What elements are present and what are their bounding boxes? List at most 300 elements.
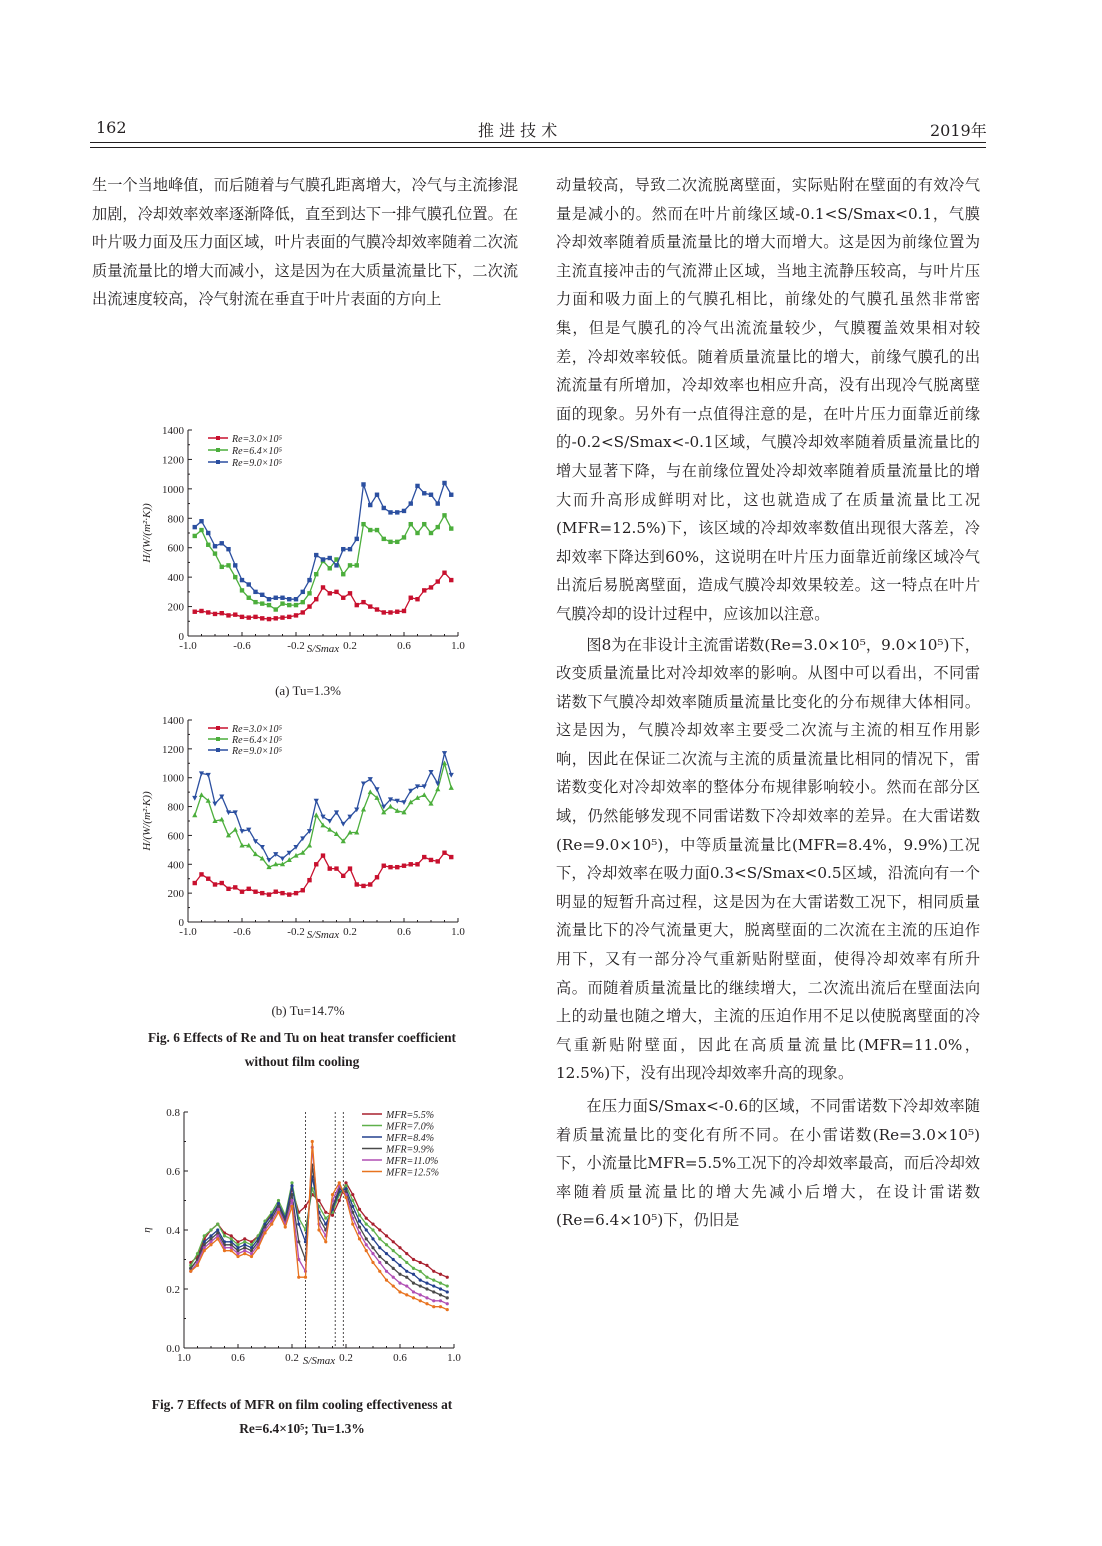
data-point — [412, 1290, 415, 1293]
data-point — [355, 882, 359, 886]
data-point — [297, 1276, 300, 1279]
data-point — [324, 1240, 327, 1243]
data-point — [321, 585, 325, 589]
data-point — [321, 557, 325, 561]
y-tick-label: 1200 — [162, 743, 184, 756]
data-point — [287, 597, 291, 601]
data-point — [233, 612, 237, 616]
data-point — [294, 891, 298, 895]
data-point — [385, 1234, 388, 1237]
data-point — [392, 1240, 395, 1243]
journal-title: 推 进 技 术 — [478, 121, 558, 140]
data-point — [216, 1223, 219, 1226]
y-tick-label: 600 — [167, 542, 184, 555]
data-point — [199, 872, 203, 876]
data-point — [247, 887, 251, 891]
legend-marker — [216, 460, 220, 464]
data-point — [358, 1214, 361, 1217]
right-paragraph-1: 动量较高，导致二次流脱离壁面，实际贴附在壁面的有效冷气量是减小的。然而在叶片前缘区域-0.1<S/Smax<0.1，气膜冷却效率随着质量流量比的增大而增大。这是因为前缘位置为主流直接冲击的气流滞止区域，当地主流静压较高，与叶片压力面和吸力面上的气膜孔相比，前缘处的气膜孔虽然非常密集，但是气膜孔的冷气出流流量较少，气膜覆盖效果相对较差，冷却效率较低。随着质量流量比的增大，前缘气膜孔的出流流量有所增加，冷却效率也相应升高，没有出现冷气脱离壁面的现象。另外有一点值得注意的是，在叶片压力面靠近前缘的-0.2<S/Smax<-0.1区域，气膜冷却效率随着质量流量比的增大显著下降，与在前缘位置处冷却效率随着质量流量比的增大而升高形成鲜明对比，这也就造成了在质量流量比工况(MFR=12.5%)下，该区域的冷却效率数值出现很大落差，冷却效率下降达到60%，这说明在叶片压力面靠近前缘区域冷气出流后易脱离壁面，造成气膜冷却效果较差。这一特点在叶片气膜冷却的设计过程中，应该加以注意。 — [556, 176, 980, 623]
data-point — [415, 531, 419, 535]
data-point — [355, 603, 359, 607]
y-tick-label: 200 — [167, 601, 184, 614]
data-point — [314, 862, 318, 866]
data-point — [243, 1243, 246, 1246]
right-paragraph-2: 图8为在非设计主流雷诺数(Re=3.0×10⁵，9.0×10⁵)下，改变质量流量比对冷却效率的影响。从图中可以看出，不同雷诺数下气膜冷却效率随质量流量比变化的分布规律大体相同。这是因为，气膜冷却效率主要受二次流与主流的相互作用影响，因此在保证二次流与主流的质量流量比相同的情况下，雷诺数变化对冷却效率的整体分布规律影响较小。然而在部分区域，仍然能够发现不同雷诺数下冷却效率的差异。在大雷诺数(Re=9.0×10⁵)，中等质量流量比(MFR=8.4%，9.9%)工况下，冷却效率在吸力面0.3<S/Smax<0.5区域，沿流向有一个明显的短暂升高过程，这是因为在大雷诺数工况下，相同质量流量比下的冷气流量更大，脱离壁面的二次流在主流的压迫作用下，又有一部分冷气重新贴附壁面，使得冷却效率有所升高。而随着质量流量比的继续增大，二次流出流后在壁面法向上的动量也随之增大，主流的压迫作用不足以使脱离壁面的冷气重新贴附壁面，因此在高质量流量比(MFR=11.0%，12.5%)下，没有出现冷却效率升高的现象。 — [556, 635, 980, 1083]
data-point — [388, 510, 392, 514]
data-point — [274, 607, 278, 611]
data-point — [436, 579, 440, 583]
x-tick-label: 0.2 — [339, 1352, 353, 1364]
data-point — [192, 812, 197, 817]
legend-label: MFR=8.4% — [386, 1133, 435, 1144]
header-rule — [90, 142, 986, 143]
data-point — [368, 528, 372, 532]
y-tick-label: 1000 — [162, 772, 184, 785]
data-point — [402, 535, 406, 539]
data-point — [388, 804, 393, 809]
data-point — [247, 615, 251, 619]
data-point — [385, 1252, 388, 1255]
data-point — [206, 543, 210, 547]
data-point — [294, 597, 298, 601]
data-point — [358, 1237, 361, 1240]
data-point — [422, 491, 426, 495]
data-point — [449, 773, 454, 778]
data-point — [436, 525, 440, 529]
data-point — [341, 874, 345, 878]
data-point — [449, 526, 453, 530]
data-point — [216, 1237, 219, 1240]
data-point — [429, 858, 433, 862]
data-point — [422, 855, 426, 859]
data-point — [226, 547, 230, 551]
data-point — [199, 792, 204, 797]
data-point — [385, 1261, 388, 1264]
data-point — [314, 597, 318, 601]
data-point — [344, 1196, 347, 1199]
legend-label: Re=9.0×10⁵ — [232, 746, 283, 757]
y-tick-label: 0 — [178, 631, 184, 643]
data-point — [280, 615, 284, 619]
data-point — [328, 591, 332, 595]
data-point — [297, 1223, 300, 1226]
data-point — [213, 551, 217, 555]
data-point — [378, 1255, 381, 1258]
x-tick-label: 0.6 — [231, 1352, 245, 1364]
data-point — [449, 578, 453, 582]
data-point — [385, 1270, 388, 1273]
series-line — [195, 753, 452, 860]
data-point — [327, 819, 332, 824]
data-point — [260, 891, 264, 895]
data-point — [294, 613, 298, 617]
data-point — [398, 1264, 401, 1267]
data-point — [321, 853, 325, 857]
data-point — [412, 1273, 415, 1276]
data-point — [290, 1193, 293, 1196]
data-point — [402, 509, 406, 513]
legend-label: MFR=12.5% — [386, 1167, 440, 1179]
fig6-caption — [92, 1026, 512, 1074]
data-point — [203, 1240, 206, 1243]
data-point — [358, 1208, 361, 1211]
data-point — [388, 540, 392, 544]
data-point — [436, 859, 440, 863]
data-point — [290, 1205, 293, 1208]
x-axis-label: S/Smax — [306, 643, 340, 655]
legend-label: MFR=9.9% — [386, 1144, 435, 1156]
data-point — [422, 792, 427, 797]
x-tick-label: 0.2 — [343, 926, 357, 938]
data-point — [439, 1287, 442, 1290]
data-point — [371, 1252, 374, 1255]
data-point — [368, 789, 373, 794]
legend-label: Re=3.0×10⁵ — [232, 434, 283, 445]
x-tick-label: -1.0 — [179, 926, 197, 938]
data-point — [240, 578, 244, 582]
data-point — [243, 1240, 246, 1243]
data-point — [361, 600, 365, 604]
data-point — [297, 1240, 300, 1243]
data-point — [439, 1293, 442, 1296]
data-point — [358, 1220, 361, 1223]
data-point — [317, 1228, 320, 1231]
data-point — [216, 1231, 219, 1234]
data-point — [206, 773, 211, 778]
data-point — [442, 481, 446, 485]
data-point — [442, 513, 446, 517]
data-point — [270, 1223, 273, 1226]
data-point — [419, 1293, 422, 1296]
data-point — [442, 571, 446, 575]
data-point — [361, 522, 365, 526]
y-tick-label: 0 — [178, 917, 184, 929]
data-point — [355, 563, 359, 567]
legend-marker — [216, 448, 220, 452]
data-point — [395, 808, 400, 813]
data-point — [432, 1299, 435, 1302]
data-point — [412, 1258, 415, 1261]
data-point — [220, 611, 224, 615]
data-point — [419, 1279, 422, 1282]
fig6b-chart — [138, 710, 478, 988]
data-point — [415, 484, 419, 488]
data-point — [294, 603, 298, 607]
data-point — [446, 1296, 449, 1299]
data-point — [368, 503, 372, 507]
data-point — [206, 610, 210, 614]
legend-marker — [216, 748, 220, 752]
fig7-caption-line1: Fig. 7 Effects of MFR on film cooling effectiveness at — [151, 1397, 453, 1412]
data-point — [220, 565, 224, 569]
data-point — [220, 881, 224, 885]
data-point — [341, 547, 345, 551]
x-tick-label: -0.6 — [233, 926, 251, 938]
x-tick-label: 0.2 — [285, 1352, 299, 1364]
data-point — [412, 1282, 415, 1285]
fig7-caption — [92, 1393, 512, 1441]
data-point — [236, 1240, 239, 1243]
data-point — [365, 1223, 368, 1226]
data-point — [290, 1199, 293, 1202]
data-point — [314, 553, 318, 557]
data-point — [371, 1246, 374, 1249]
data-point — [385, 1279, 388, 1282]
data-point — [361, 781, 366, 786]
x-tick-label: 1.0 — [451, 640, 465, 652]
fig6b-subcaption: (b) Tu=14.7% — [271, 1003, 345, 1018]
data-point — [301, 590, 305, 594]
data-point — [358, 1225, 361, 1228]
left-paragraph: 生一个当地峰值，而后随着与气膜孔距离增大，冷气与主流掺混加剧，冷却效率效率逐渐降低，直至到达下一排气膜孔位置。在叶片吸力面及压力面区域，叶片表面的气膜冷却效率随着二次流质量流量比的增大而减小，这是因为在大质量流量比下，二次流出流速度较高，冷气射流在垂直于叶片表面的方向上 — [92, 176, 518, 309]
x-tick-label: 0.2 — [343, 640, 357, 652]
data-point — [230, 1249, 233, 1252]
data-point — [301, 600, 305, 604]
data-point — [419, 1261, 422, 1264]
legend-label: MFR=7.0% — [386, 1121, 435, 1133]
x-tick-label: 1.0 — [447, 1352, 461, 1364]
data-point — [324, 1211, 327, 1214]
data-point — [355, 537, 359, 541]
data-point — [375, 493, 379, 497]
data-point — [439, 1273, 442, 1276]
data-point — [314, 812, 319, 817]
data-point — [230, 1243, 233, 1246]
data-point — [409, 596, 413, 600]
data-point — [401, 800, 406, 805]
data-point — [239, 829, 244, 834]
data-point — [209, 1240, 212, 1243]
y-tick-label: 0.0 — [166, 1343, 180, 1355]
y-tick-label: 800 — [167, 513, 184, 526]
data-point — [419, 1284, 422, 1287]
data-point — [267, 597, 271, 601]
data-point — [449, 855, 453, 859]
data-point — [307, 878, 311, 882]
data-point — [371, 1223, 374, 1226]
data-point — [371, 1261, 374, 1264]
data-point — [257, 1246, 260, 1249]
data-point — [199, 519, 203, 523]
data-point — [280, 857, 285, 862]
data-point — [314, 799, 319, 804]
data-point — [260, 593, 264, 597]
data-point — [378, 1228, 381, 1231]
data-point — [358, 1231, 361, 1234]
page-number: 162 — [96, 118, 127, 137]
data-point — [429, 531, 433, 535]
data-point — [209, 1243, 212, 1246]
data-point — [439, 1282, 442, 1285]
data-point — [193, 534, 197, 538]
data-point — [409, 862, 413, 866]
data-point — [449, 785, 454, 790]
data-point — [206, 531, 210, 535]
data-point — [392, 1249, 395, 1252]
data-point — [213, 882, 217, 886]
data-point — [219, 817, 224, 822]
data-point — [196, 1252, 199, 1255]
data-point — [425, 1264, 428, 1267]
header-rule-thin — [90, 147, 986, 148]
data-point — [267, 892, 271, 896]
y-tick-label: 0.4 — [166, 1225, 180, 1237]
data-point — [388, 610, 392, 614]
data-point — [267, 603, 271, 607]
fig6a-subcaption: (a) Tu=1.3% — [275, 683, 341, 698]
data-point — [203, 1243, 206, 1246]
data-point — [409, 522, 413, 526]
data-point — [334, 866, 338, 870]
data-point — [212, 802, 217, 807]
data-point — [280, 891, 284, 895]
data-point — [263, 1231, 266, 1234]
x-tick-label: -0.2 — [287, 640, 305, 652]
data-point — [409, 501, 413, 505]
y-tick-label: 0.6 — [166, 1166, 180, 1178]
data-point — [213, 612, 217, 616]
data-point — [331, 1193, 334, 1196]
data-point — [277, 1211, 280, 1214]
data-point — [209, 1234, 212, 1237]
data-point — [405, 1261, 408, 1264]
fig7-chart — [140, 1098, 480, 1394]
data-point — [311, 1140, 314, 1143]
data-point — [432, 1279, 435, 1282]
data-point — [446, 1302, 449, 1305]
y-tick-label: 0.8 — [166, 1107, 180, 1119]
data-point — [274, 596, 278, 600]
data-point — [338, 1181, 341, 1184]
data-point — [419, 1270, 422, 1273]
x-tick-label: 1.0 — [451, 926, 465, 938]
data-point — [233, 575, 237, 579]
data-point — [199, 528, 203, 532]
data-point — [220, 541, 224, 545]
legend-label: Re=9.0×10⁵ — [232, 458, 283, 469]
data-point — [395, 610, 399, 614]
data-point — [193, 881, 197, 885]
data-point — [395, 865, 399, 869]
data-point — [382, 610, 386, 614]
data-point — [233, 827, 238, 832]
data-point — [247, 582, 251, 586]
data-point — [425, 1282, 428, 1285]
data-point — [442, 751, 447, 756]
y-tick-label: 1400 — [162, 425, 184, 437]
data-point — [425, 1296, 428, 1299]
data-point — [348, 591, 352, 595]
data-point — [398, 1290, 401, 1293]
data-point — [206, 877, 210, 881]
data-point — [415, 597, 419, 601]
data-point — [223, 1234, 226, 1237]
data-point — [328, 566, 332, 570]
y-tick-label: 1000 — [162, 483, 184, 496]
data-point — [226, 613, 230, 617]
data-point — [253, 615, 257, 619]
y-tick-label: 200 — [167, 888, 184, 901]
data-point — [395, 540, 399, 544]
data-point — [425, 1287, 428, 1290]
data-point — [371, 1228, 374, 1231]
legend-marker — [216, 436, 220, 440]
data-point — [240, 615, 244, 619]
y-axis-label: η — [141, 1227, 153, 1233]
data-point — [392, 1276, 395, 1279]
data-point — [422, 522, 426, 526]
data-point — [243, 1252, 246, 1255]
data-point — [344, 1184, 347, 1187]
data-point — [425, 1276, 428, 1279]
data-point — [432, 1284, 435, 1287]
data-point — [361, 482, 365, 486]
data-point — [203, 1234, 206, 1237]
data-point — [320, 815, 325, 820]
data-point — [365, 1217, 368, 1220]
data-point — [266, 858, 271, 863]
data-point — [328, 866, 332, 870]
data-point — [429, 493, 433, 497]
data-point — [402, 609, 406, 613]
right-paragraph-3: 在压力面S/Smax<-0.6的区域，不同雷诺数下冷却效率随着质量流量比的变化有所不同。在小雷诺数(Re=3.0×10⁵)下，小流量比MFR=5.5%工况下的冷却效率最高，而后冷却效率随着质量流量比的增大先减小后增大，在设计雷诺数(Re=6.4×10⁵)下，仍旧是 — [556, 1097, 980, 1230]
data-point — [351, 1223, 354, 1226]
data-point — [412, 1267, 415, 1270]
data-point — [274, 890, 278, 894]
data-point — [422, 588, 426, 592]
data-point — [341, 822, 346, 827]
data-point — [435, 786, 440, 791]
data-point — [344, 1187, 347, 1190]
fig6-caption-line1: Fig. 6 Effects of Re and Tu on heat transfer coefficient — [147, 1030, 457, 1045]
data-point — [253, 890, 257, 894]
series-line — [195, 483, 452, 599]
fig6a-chart — [138, 418, 478, 682]
data-point — [226, 887, 230, 891]
data-point — [365, 1237, 368, 1240]
data-point — [236, 1252, 239, 1255]
data-point — [436, 501, 440, 505]
data-point — [196, 1264, 199, 1267]
data-point — [378, 1246, 381, 1249]
y-tick-label: 800 — [167, 801, 184, 814]
data-point — [189, 1270, 192, 1273]
data-point — [240, 890, 244, 894]
data-point — [446, 1308, 449, 1311]
data-point — [277, 1199, 280, 1202]
data-point — [392, 1258, 395, 1261]
data-point — [375, 607, 379, 611]
right-column-text — [556, 171, 980, 1235]
data-point — [405, 1276, 408, 1279]
data-point — [375, 875, 379, 879]
data-point — [274, 616, 278, 620]
data-point — [351, 1193, 354, 1196]
data-point — [432, 1290, 435, 1293]
data-point — [382, 864, 386, 868]
data-point — [243, 1246, 246, 1249]
data-point — [236, 1246, 239, 1249]
data-point — [328, 556, 332, 560]
data-point — [192, 796, 197, 801]
data-point — [365, 1243, 368, 1246]
data-point — [442, 851, 446, 855]
data-point — [287, 615, 291, 619]
data-point — [284, 1225, 287, 1228]
data-point — [230, 1246, 233, 1249]
data-point — [365, 1228, 368, 1231]
data-point — [216, 1234, 219, 1237]
